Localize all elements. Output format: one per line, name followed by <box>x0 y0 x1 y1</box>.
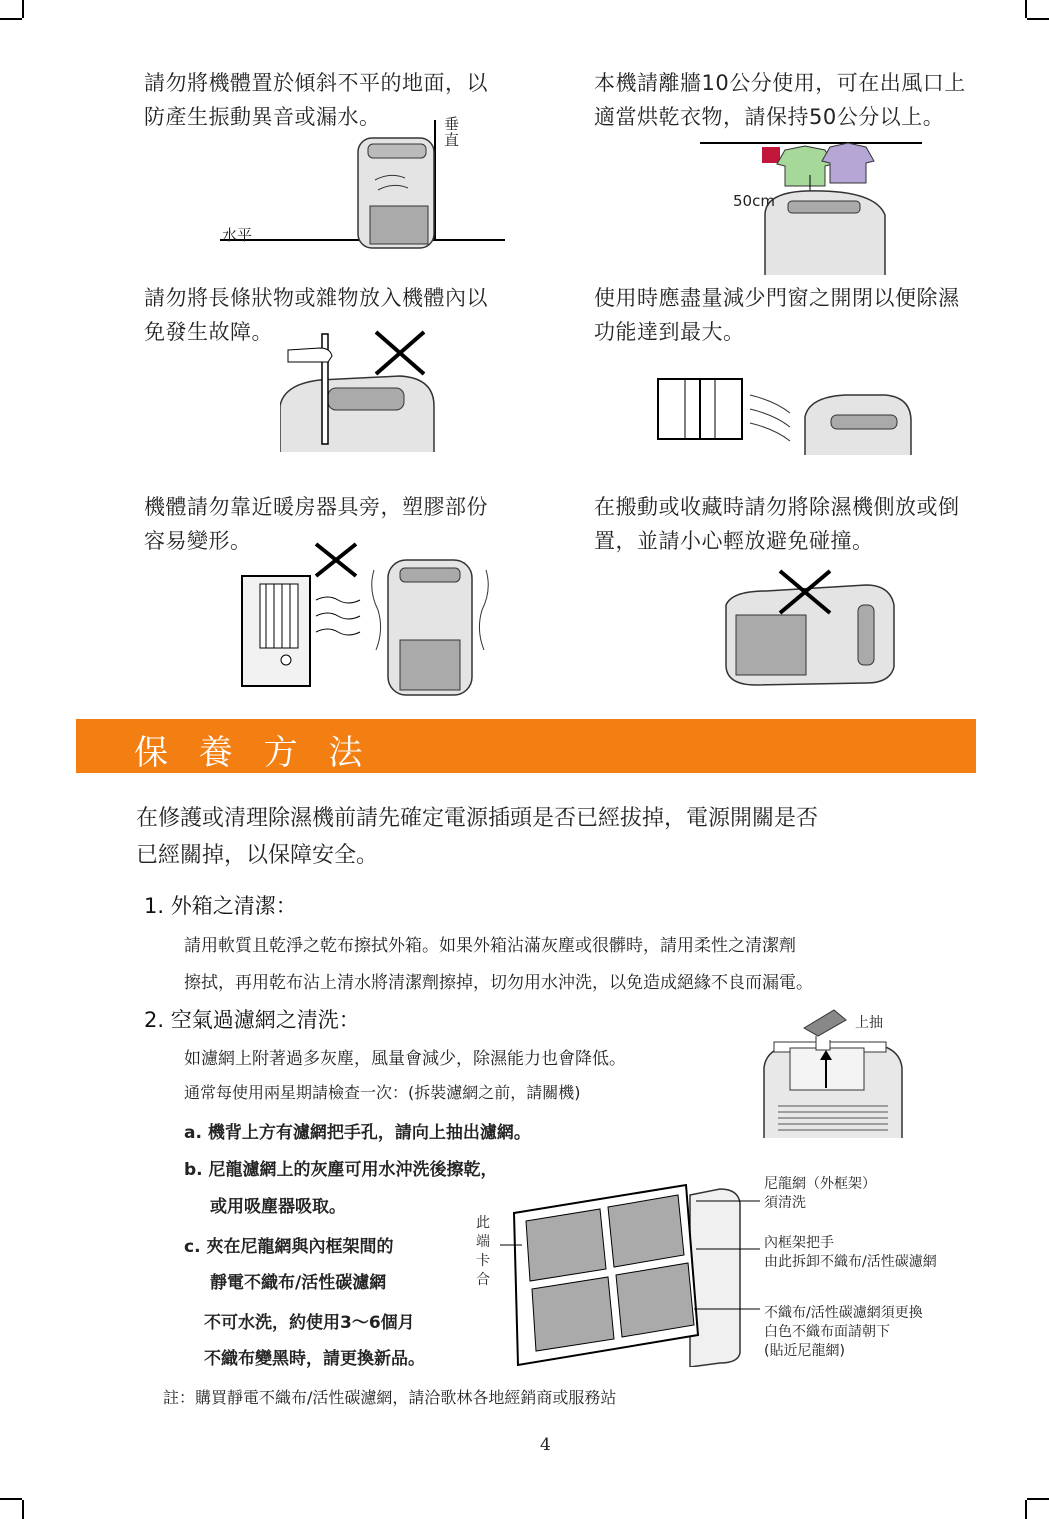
crop-mark-tr-h <box>1027 18 1049 20</box>
filter-exploded-illustration <box>500 1175 760 1367</box>
pull-label: 上抽 <box>855 1015 883 1031</box>
step-b-line2: 或用吸塵器吸取。 <box>210 1197 346 1217</box>
crop-mark-tr <box>1025 0 1027 18</box>
callout-line: 須清洗 <box>764 1195 806 1211</box>
callout-nylon <box>764 1175 876 1213</box>
heater-illustration <box>238 540 500 700</box>
step-b-line1: b. 尼龍濾網上的灰塵可用水沖洗後擦乾， <box>184 1160 498 1180</box>
callout-inner-frame <box>764 1234 937 1272</box>
crop-mark-br-h <box>1027 1498 1049 1500</box>
callout-line: 由此拆卸不織布/活性碳濾網 <box>764 1254 937 1270</box>
section-title: 保 養 方 法 <box>134 733 373 773</box>
tip-windows-text <box>594 281 960 349</box>
text-line: 適當烘乾衣物，請保持50公分以上。 <box>594 105 945 129</box>
step-c-line3: 不可水洗，約使用3～6個月 <box>204 1313 415 1333</box>
callout-line: 白色不織布面請朝下 <box>764 1324 890 1340</box>
text-line: 請勿將機體置於傾斜不平的地面，以 <box>144 71 488 95</box>
text-line: 防產生振動異音或漏水。 <box>144 105 381 129</box>
page-number: 4 <box>540 1435 551 1455</box>
label-vertical: 垂直 <box>444 115 460 149</box>
text-line: 置，並請小心輕放避免碰撞。 <box>594 529 874 553</box>
crop-mark-bl-h <box>0 1498 22 1500</box>
filter-pullup-illustration <box>760 1008 905 1138</box>
callout-line: (貼近尼龍網) <box>764 1343 845 1359</box>
crop-mark-tl <box>22 0 24 18</box>
section-banner <box>76 719 976 773</box>
text-line: 本機請離牆10公分使用，可在出風口上 <box>594 71 966 95</box>
step-a: a. 機背上方有濾網把手孔，請向上抽出濾網。 <box>184 1123 531 1143</box>
item1-line2: 擦拭，再用乾布沾上清水將清潔劑擦掉，切勿用水沖洗，以免造成絕緣不良而漏電。 <box>184 973 813 993</box>
text-line: 請勿將長條狀物或雜物放入機體內以 <box>144 286 488 310</box>
crop-mark-br <box>1025 1500 1027 1519</box>
step-c-line2: 靜電不織布/活性碳濾網 <box>210 1273 387 1293</box>
windows-illustration <box>655 375 917 455</box>
item2-line2: 通常每使用兩星期請檢查一次：(拆裝濾網之前，請關機) <box>184 1083 581 1102</box>
label-distance: 50cm <box>733 192 775 210</box>
item2-line1: 如濾網上附著過多灰塵，風量會減少，除濕能力也會降低。 <box>184 1049 626 1069</box>
item1-heading: 1. 外箱之清潔： <box>144 894 297 918</box>
callout-line: 不織布/活性碳濾網須更換 <box>764 1305 923 1321</box>
objects-illustration <box>280 328 450 453</box>
purchase-note: 註：購買靜電不織布/活性碳濾網，請洽歌林各地經銷商或服務站 <box>163 1388 617 1407</box>
crop-mark-tl-h <box>0 18 22 20</box>
callout-line: 內框架把手 <box>764 1235 834 1251</box>
step-c-line1: c. 夾在尼龍網與內框架間的 <box>184 1237 394 1257</box>
tip-wall-text <box>594 66 966 134</box>
text-line: 在搬動或收藏時請勿將除濕機側放或倒 <box>594 495 960 519</box>
callout-nonwoven <box>764 1304 923 1361</box>
item1-line1: 請用軟質且乾淨之乾布擦拭外箱。如果外箱沾滿灰塵或很髒時，請用柔性之清潔劑 <box>184 936 796 956</box>
text-line: 功能達到最大。 <box>594 320 745 344</box>
crop-mark-bl <box>22 1500 24 1519</box>
clip-label: 此端卡合 <box>476 1215 490 1288</box>
text-line: 在修護或清理除濕機前請先確定電源插頭是否已經拔掉，電源開關是否 <box>136 806 819 831</box>
text-line: 使用時應盡量減少門窗之開閉以便除濕 <box>594 286 960 310</box>
text-line: 免發生故障。 <box>144 320 273 344</box>
callout-line: 尼龍網（外框架） <box>764 1176 876 1192</box>
item2-heading: 2. 空氣過濾網之清洗： <box>144 1008 360 1032</box>
moving-illustration <box>718 565 898 690</box>
tilt-illustration <box>210 110 510 260</box>
text-line: 已經關掉，以保障安全。 <box>136 843 379 868</box>
text-line: 機體請勿靠近暖房器具旁，塑膠部份 <box>144 495 488 519</box>
section-intro <box>136 800 936 874</box>
label-horizontal: 水平 <box>222 226 253 244</box>
text-line: 容易變形。 <box>144 529 252 553</box>
tip-moving-text <box>594 490 960 558</box>
step-c-line4: 不織布變黑時，請更換新品。 <box>204 1349 425 1369</box>
